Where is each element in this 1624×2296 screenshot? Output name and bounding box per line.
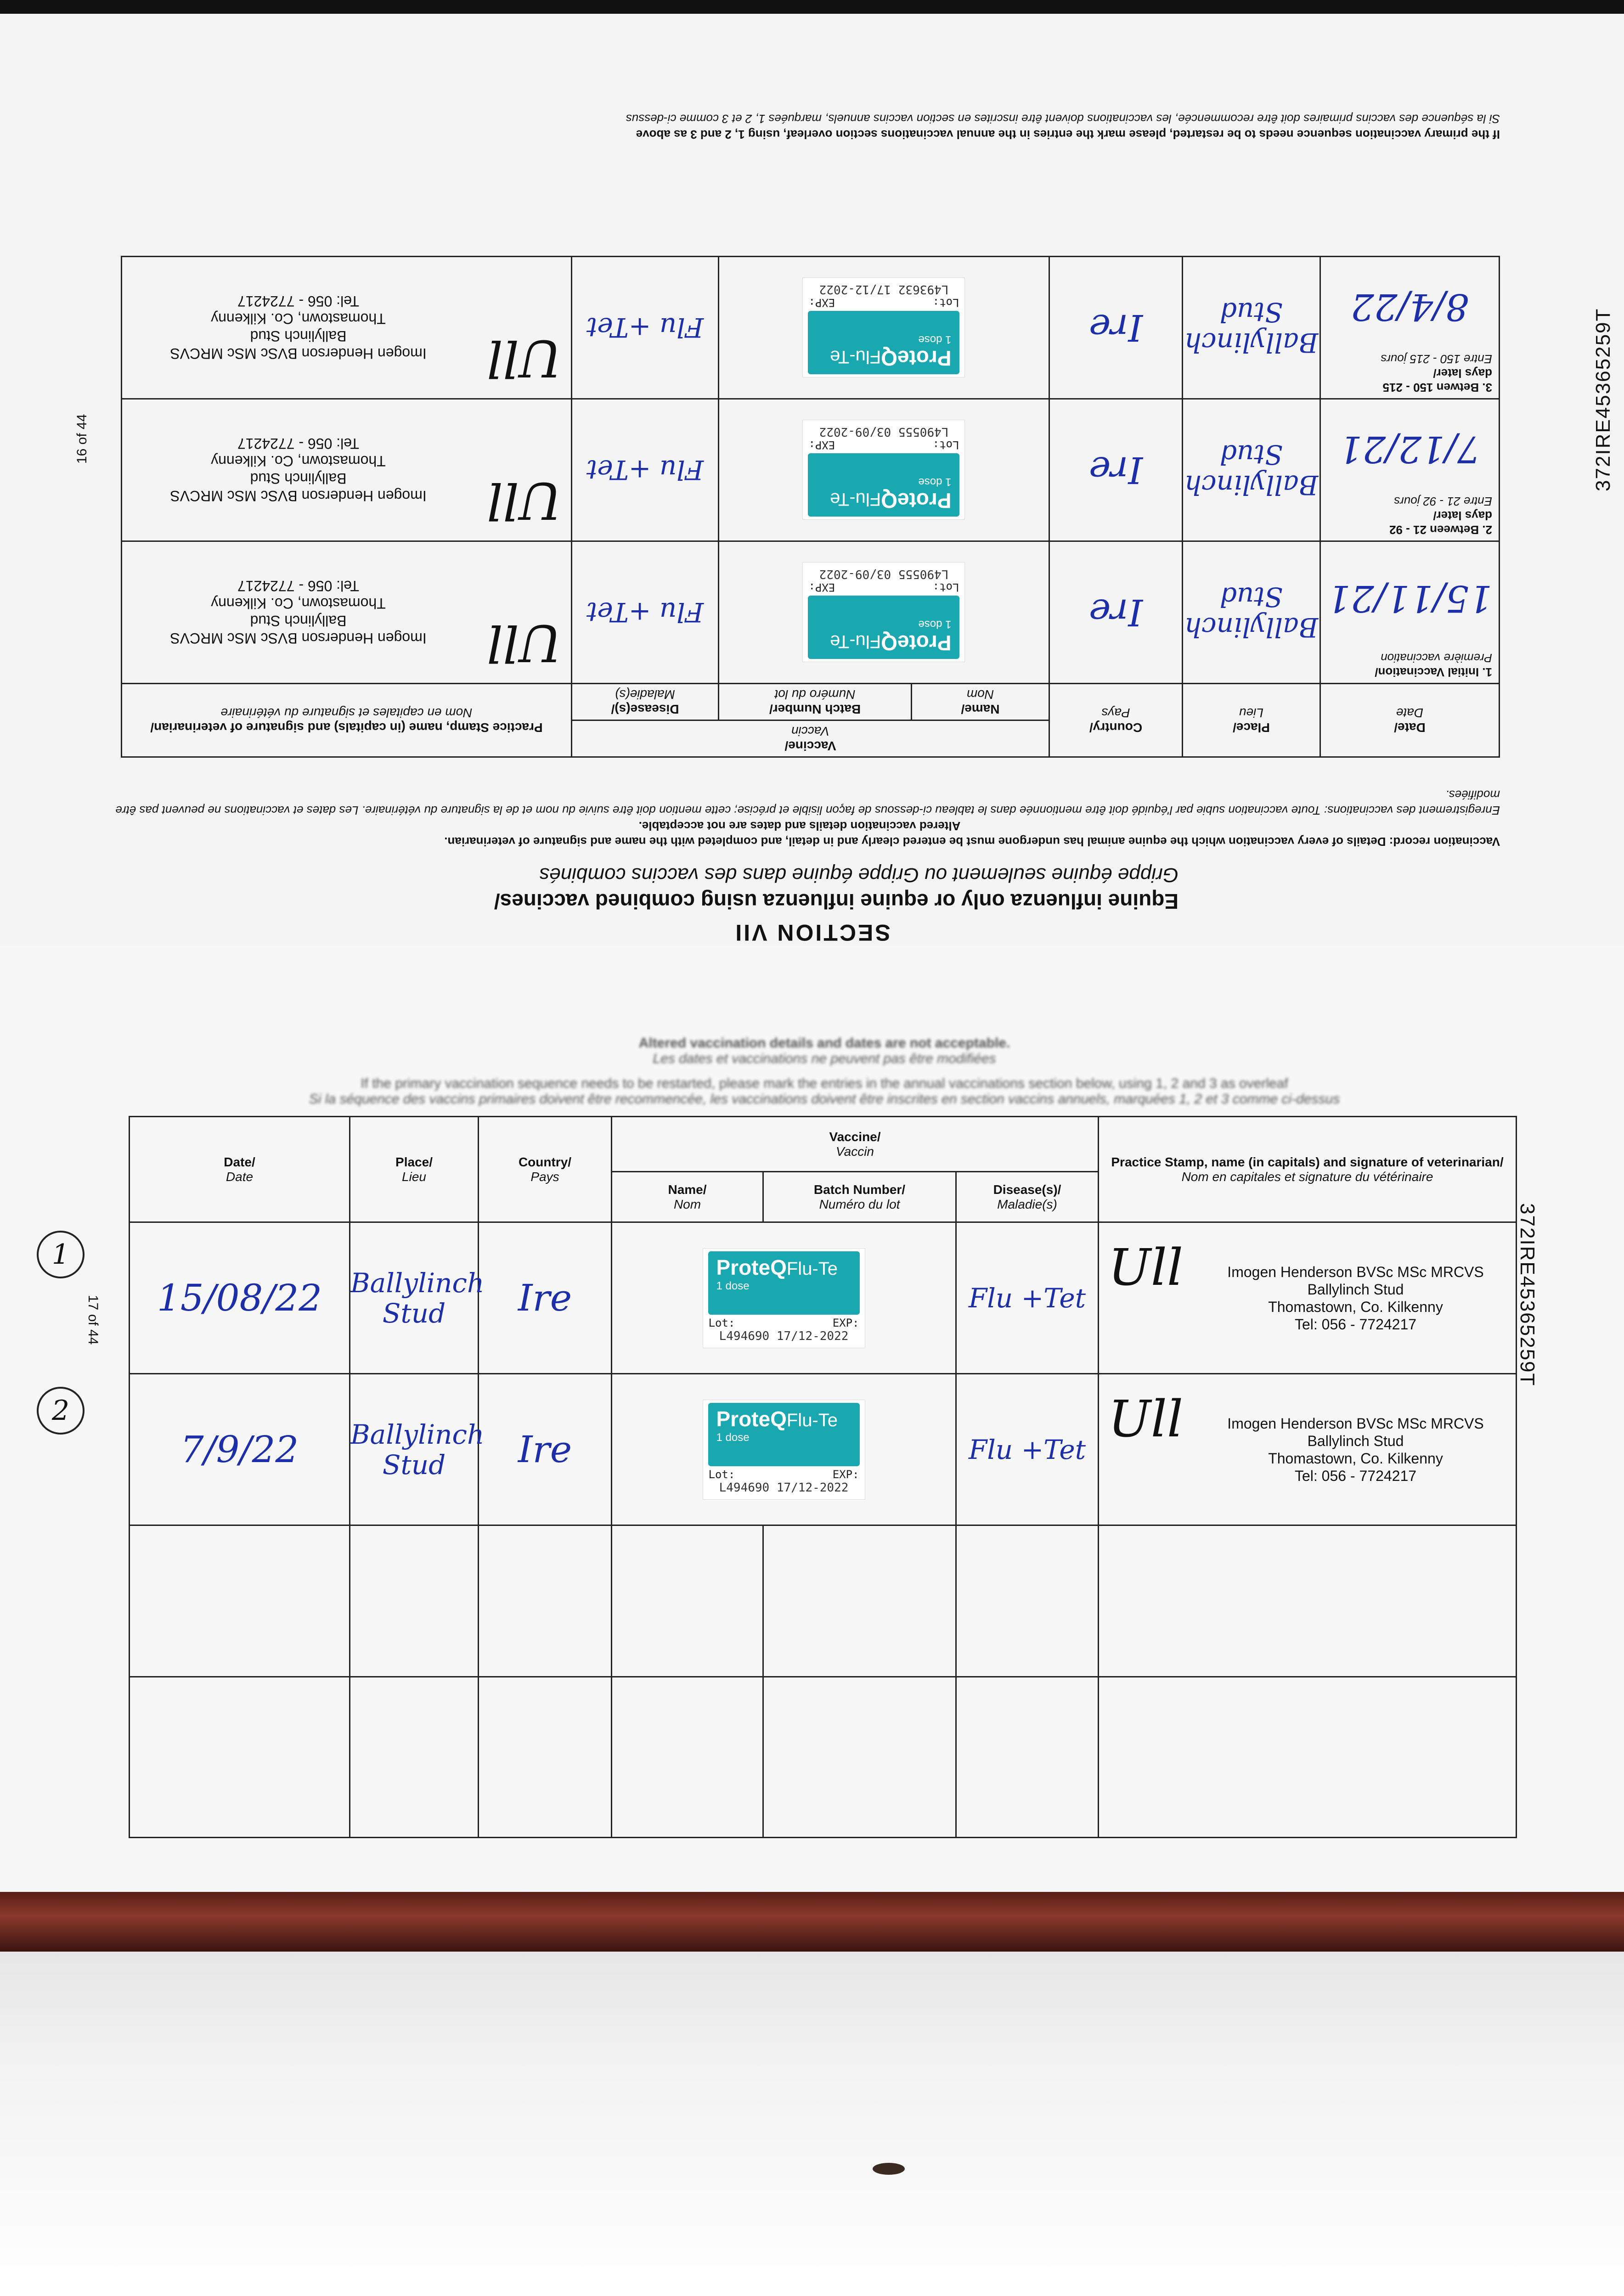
handwritten-country: Ire bbox=[1049, 257, 1183, 399]
handwritten-date: 8/4/22 bbox=[1350, 286, 1469, 328]
header-vaccine: Vaccine/ Vaccin bbox=[612, 1117, 1099, 1172]
handwritten-date: 15/08/22 bbox=[130, 1222, 350, 1374]
vet-signature: Ull bbox=[1108, 1389, 1184, 1448]
vet-stamp-cell bbox=[1099, 1222, 1517, 1374]
empty-row bbox=[130, 1677, 1517, 1838]
header-country: Country/ Pays bbox=[1049, 684, 1183, 757]
vaccine-sticker-cell bbox=[719, 399, 1049, 541]
vet-stamp: Ull Imogen Henderson BVSc MSc MRCVS Ballylinch Stud Thomastown, Co. Kilkenny Tel: 056 - 7724217 bbox=[170, 578, 562, 673]
header-country: Country/ Pays bbox=[479, 1117, 612, 1222]
vet-stamp: Ull Imogen Henderson BVSc MSc MRCVS Ballylinch Stud Thomastown, Co. Kilkenny Tel: 056 - 7724217 bbox=[1108, 1389, 1484, 1484]
annual-mark: 1 bbox=[37, 1231, 85, 1278]
vet-signature: Ull bbox=[486, 613, 562, 673]
handwritten-place: Ballylinch Stud bbox=[1183, 541, 1320, 684]
header-name: Name/ Nom bbox=[912, 684, 1049, 720]
handwritten-disease: Flu +Tet bbox=[956, 1374, 1099, 1525]
table-row bbox=[121, 541, 1499, 684]
vaccine-sticker: ProteQFlu-Te 1 dose Lot: EXP: L494690 17/12-2022 bbox=[703, 1400, 865, 1500]
header-vaccine: Vaccine/ Vaccin bbox=[571, 720, 1049, 757]
page-number: 17 of 44 bbox=[85, 1295, 101, 1345]
vaccine-sticker-cell bbox=[719, 541, 1049, 684]
table-row bbox=[130, 1222, 1517, 1374]
vet-stamp-cell bbox=[121, 399, 571, 541]
vet-stamp: Ull Imogen Henderson BVSc MSc MRCVS Ballylinch Stud Thomastown, Co. Kilkenny Tel: 056 - 7724217 bbox=[1108, 1238, 1484, 1333]
header-batch: Batch Number/ Numéro du lot bbox=[719, 684, 912, 720]
faded-note: Altered vaccination details and dates are not acceptable. Les dates et vaccinations ne peuvent pas être modifiées If the primary vaccination sequence needs to be restarted, please mark the entries in the annual vaccinations section below, using 1, 2 and 3 as overleaf Si la séquence des vaccins primaires doivent être recommencée, les vaccinations doivent être inscrites en section vaccins annuels, marquées 1, 2 et 3 comme ci-dessus bbox=[309, 1035, 1340, 1107]
header-name: Name/ Nom bbox=[612, 1172, 763, 1222]
handwritten-place: Ballylinch Stud bbox=[1183, 399, 1320, 541]
table-row bbox=[130, 1374, 1517, 1525]
vet-signature: Ull bbox=[486, 329, 562, 388]
date-cell: 1. Initial Vaccination/ Première vaccination 15/11/21 bbox=[1320, 541, 1500, 684]
vet-stamp: Ull Imogen Henderson BVSc MSc MRCVS Ballylinch Stud Thomastown, Co. Kilkenny Tel: 056 - 7724217 bbox=[170, 435, 562, 530]
date-cell: 3. Betwen 150 - 215 days later/ Entre 150 - 215 jours 8/4/22 bbox=[1320, 257, 1500, 399]
header-place: Place/ Lieu bbox=[1183, 684, 1320, 757]
header-place: Place/ Lieu bbox=[350, 1117, 479, 1222]
vet-stamp-cell bbox=[121, 541, 571, 684]
header-date: Date/ Date bbox=[130, 1117, 350, 1222]
vaccine-sticker: ProteQFlu-Te 1 dose Lot: EXP: L490555 03/09-2022 bbox=[803, 420, 965, 520]
vaccine-sticker-cell bbox=[612, 1222, 956, 1374]
handwritten-country: Ire bbox=[1049, 541, 1183, 684]
annual-vaccination-table bbox=[129, 1116, 1517, 1838]
page-17 bbox=[0, 946, 1624, 1910]
vaccine-sticker: ProteQFlu-Te 1 dose Lot: EXP: L490555 03/09-2022 bbox=[803, 563, 965, 663]
page-number: 16 of 44 bbox=[74, 414, 90, 464]
record-note: Vaccination record: Details of every vaccination which the equine animal has undergone must be entered clearly and in detail, and completed with the name and signature of veterinarian. Altered vaccination details and dates are not acceptable. Enregistrement des vaccinations: Toute vaccination subie par l'équidé doit être mentionnée dans le tableau ci-dessous de façon lisible et précise; cette mention doit être suivie du nom et de la signature du vétérinaire. Les dates et vaccinations ne peuvent pas être modifiées. bbox=[115, 788, 1500, 849]
primary-vaccination-table bbox=[121, 256, 1500, 758]
header-date: Date/ Date bbox=[1320, 684, 1500, 757]
handwritten-country: Ire bbox=[479, 1222, 612, 1374]
section-title: SECTION VII bbox=[733, 920, 891, 945]
header-disease: Disease(s)/ Maladie(s) bbox=[956, 1172, 1099, 1222]
date-cell: 2. Between 21 - 92 days later/ Entre 21 - 92 jours 7/12/21 bbox=[1320, 399, 1500, 541]
page-16 bbox=[0, 14, 1624, 960]
vet-signature: Ull bbox=[486, 471, 562, 530]
restart-note: If the primary vaccination sequence needs to be restarted, please mark the entries in the annual vaccinations section overleaf, using 1, 2 and 3 as above Si la séquence des vaccins primaires doit être recommencée, les vaccinations doivent être inscrites en section vaccins annuels, marquées 1, 2 et 3 comme ci-dessus bbox=[626, 112, 1500, 141]
vaccine-sticker: ProteQFlu-Te 1 dose Lot: EXP: L493632 17/12-2022 bbox=[803, 278, 965, 378]
vaccine-sticker: ProteQFlu-Te 1 dose Lot: EXP: L494690 17/12-2022 bbox=[703, 1248, 865, 1348]
scan-blemish bbox=[873, 2163, 905, 2175]
registration-number: 372IRE45365259T bbox=[1516, 1203, 1539, 1387]
vet-stamp: Ull Imogen Henderson BVSc MSc MRCVS Ballylinch Stud Thomastown, Co. Kilkenny Tel: 056 - 7724217 bbox=[170, 293, 562, 388]
header-stamp: Practice Stamp, name (in capitals) and signature of veterinarian/ Nom en capitales et signature du vétérinaire bbox=[1099, 1117, 1517, 1222]
vet-stamp-cell bbox=[121, 257, 571, 399]
vet-stamp-cell bbox=[1099, 1374, 1517, 1525]
book-spine bbox=[0, 1892, 1624, 1952]
vaccine-sticker-cell bbox=[612, 1374, 956, 1525]
header-disease: Disease(s)/ Maladie(s) bbox=[571, 684, 718, 720]
empty-row bbox=[130, 1525, 1517, 1677]
handwritten-disease: Flu +Tet bbox=[571, 399, 718, 541]
handwritten-date: 15/11/21 bbox=[1327, 577, 1493, 620]
annual-mark: 2 bbox=[37, 1387, 85, 1435]
section-subheading: Grippe équine seulement ou Grippe équine dans des vaccins combinés bbox=[539, 864, 1179, 886]
table-row bbox=[121, 257, 1499, 399]
vet-signature: Ull bbox=[1108, 1238, 1184, 1297]
header-stamp: Practice Stamp, name (in capitals) and signature of veterinarian/ Nom en capitales et signature du vétérinaire bbox=[121, 684, 571, 757]
handwritten-place: Ballylinch Stud bbox=[350, 1374, 479, 1525]
handwritten-country: Ire bbox=[1049, 399, 1183, 541]
handwritten-disease: Flu +Tet bbox=[956, 1222, 1099, 1374]
handwritten-date: 7/12/21 bbox=[1339, 428, 1481, 471]
handwritten-country: Ire bbox=[479, 1374, 612, 1525]
handwritten-disease: Flu +Tet bbox=[571, 257, 718, 399]
scan-background bbox=[0, 1952, 1624, 2296]
handwritten-date: 7/9/22 bbox=[130, 1374, 350, 1525]
header-batch: Batch Number/ Numéro du lot bbox=[763, 1172, 956, 1222]
handwritten-place: Ballylinch Stud bbox=[350, 1222, 479, 1374]
table-row bbox=[121, 399, 1499, 541]
section-heading: Equine influenza only or equine influenza using combined vaccines/ bbox=[494, 889, 1179, 913]
handwritten-disease: Flu +Tet bbox=[571, 541, 718, 684]
vaccine-sticker-cell bbox=[719, 257, 1049, 399]
handwritten-place: Ballylinch Stud bbox=[1183, 257, 1320, 399]
registration-number: 372IRE45365259T bbox=[1592, 308, 1614, 491]
